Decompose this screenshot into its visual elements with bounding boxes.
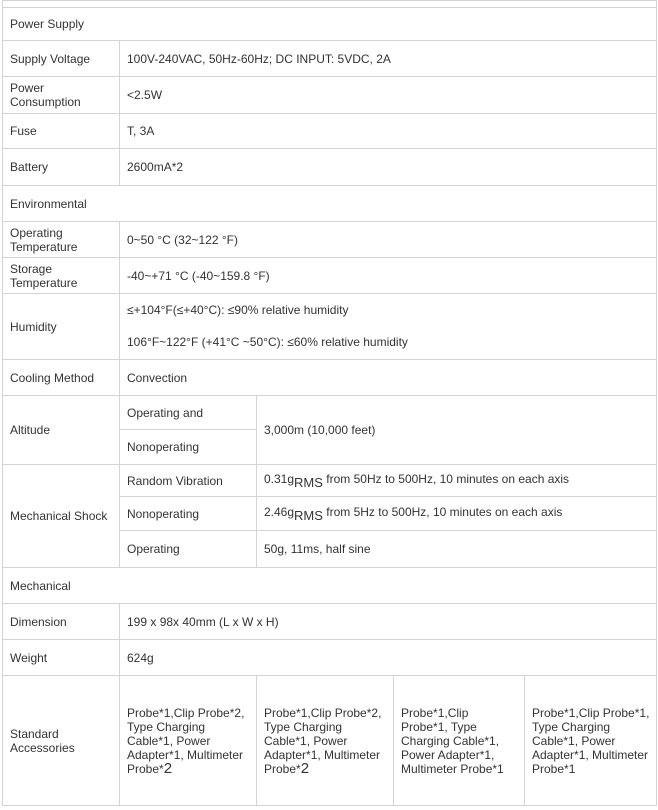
label-standard-accessories (3, 676, 120, 806)
spec-table-wrapper (2, 0, 656, 806)
top-spacer-row (3, 1, 657, 8)
value-shock-random-vibration-rms: RMS (294, 474, 323, 490)
label-power-consumption-line1: Power (10, 81, 45, 95)
value-weight: 624g (120, 640, 657, 676)
label-power-consumption (3, 77, 120, 114)
label-operating-temperature-line2: Temperature (10, 239, 78, 254)
label-power-consumption-line2: Consumption (10, 95, 81, 109)
label-operating-temperature (3, 222, 120, 258)
top-spacer-cell (3, 1, 657, 8)
accessories-option-2-text: Probe*1,Clip Probe*2, Type Charging Cable*1, Power Adapter*1, Multimeter Probe* (264, 705, 382, 776)
row-humidity-1 (3, 294, 657, 326)
row-cooling-method (3, 360, 657, 396)
label-storage-temperature (3, 258, 120, 294)
spec-table (2, 0, 657, 806)
section-row-power-supply (3, 8, 657, 41)
row-supply-voltage (3, 41, 657, 77)
row-operating-temperature (3, 222, 657, 258)
value-operating-temperature: 0~50 °C (32~122 °F) (120, 222, 657, 258)
label-storage-temperature-line1: Storage (10, 261, 53, 276)
value-shock-operating: 50g, 11ms, half sine (257, 531, 657, 568)
section-row-environmental (3, 186, 657, 222)
value-supply-voltage: 100V-240VAC, 50Hz-60Hz; DC INPUT: 5VDC, 2A (120, 41, 657, 77)
accessories-option-2 (257, 676, 394, 806)
section-title-environmental: Environmental (3, 186, 657, 222)
value-shock-nonoperating-pre: 2.46g (264, 504, 295, 519)
row-battery (3, 149, 657, 186)
value-shock-random-vibration-post: from 50Hz to 500Hz, 10 minutes on each axis (322, 471, 570, 486)
value-shock-random-vibration (257, 465, 657, 497)
label-standard-accessories-line2: Accessories (10, 740, 75, 755)
accessories-option-3-text: Probe*1,Clip Probe*1, Type Charging Cable*1, Power Adapter*1, Multimeter Probe*1 (401, 705, 504, 776)
value-battery: 2600mA*2 (120, 149, 657, 186)
accessories-option-2-tail: 2 (300, 759, 310, 777)
value-dimension: 199 x 98x 40mm (L x W x H) (120, 604, 657, 640)
label-battery: Battery (3, 149, 120, 186)
shock-sub-operating: Operating (120, 531, 257, 568)
section-title-mechanical: Mechanical (3, 568, 657, 604)
row-dimension (3, 604, 657, 640)
label-standard-accessories-line1: Standard (10, 726, 59, 741)
label-operating-temperature-line1: Operating (10, 225, 63, 240)
value-storage-temperature: -40~+71 °C (-40~159.8 °F) (120, 258, 657, 294)
section-title-power-supply: Power Supply (3, 8, 657, 41)
label-supply-voltage: Supply Voltage (3, 41, 120, 77)
value-shock-nonoperating-rms: RMS (294, 507, 323, 523)
label-altitude: Altitude (3, 396, 120, 465)
row-altitude-1 (3, 396, 657, 430)
accessories-option-3 (394, 676, 525, 806)
accessories-option-1 (120, 676, 257, 806)
accessories-option-4-text: Probe*1,Clip Probe*1, Type Charging Cable*1, Power Adapter*1, Multimeter Probe*1 (532, 705, 650, 776)
shock-sub-random-vibration: Random Vibration (120, 465, 257, 497)
altitude-sub-operating: Operating and (120, 396, 257, 430)
value-humidity-1: ≤+104°F(≤+40°C): ≤90% relative humidity (120, 294, 657, 326)
accessories-option-1-tail: 2 (163, 759, 173, 777)
value-power-consumption: <2.5W (120, 77, 657, 114)
altitude-sub-nonoperating: Nonoperating (120, 430, 257, 465)
row-storage-temperature (3, 258, 657, 294)
value-cooling-method: Convection (120, 360, 657, 396)
row-fuse (3, 114, 657, 149)
value-shock-random-vibration-pre: 0.31g (264, 471, 295, 486)
row-shock-random-vibration (3, 465, 657, 497)
label-mechanical-shock: Mechanical Shock (3, 465, 120, 568)
value-fuse: T, 3A (120, 114, 657, 149)
row-standard-accessories (3, 676, 657, 806)
row-power-consumption (3, 77, 657, 114)
label-cooling-method: Cooling Method (3, 360, 120, 396)
label-humidity: Humidity (3, 294, 120, 360)
value-shock-nonoperating (257, 497, 657, 531)
value-humidity-2: 106°F~122°F (+41°C ~50°C): ≤60% relative humidity (120, 326, 657, 360)
label-fuse: Fuse (3, 114, 120, 149)
value-shock-nonoperating-post: from 5Hz to 500Hz, 10 minutes on each axis (322, 504, 563, 519)
shock-sub-nonoperating: Nonoperating (120, 497, 257, 531)
label-weight: Weight (3, 640, 120, 676)
value-altitude: 3,000m (10,000 feet) (257, 396, 657, 465)
label-storage-temperature-line2: Temperature (10, 275, 78, 290)
accessories-option-1-text: Probe*1,Clip Probe*2, Type Charging Cable*1, Power Adapter*1, Multimeter Probe* (127, 705, 245, 776)
row-weight (3, 640, 657, 676)
accessories-option-4 (525, 676, 657, 806)
label-dimension: Dimension (3, 604, 120, 640)
section-row-mechanical (3, 568, 657, 604)
